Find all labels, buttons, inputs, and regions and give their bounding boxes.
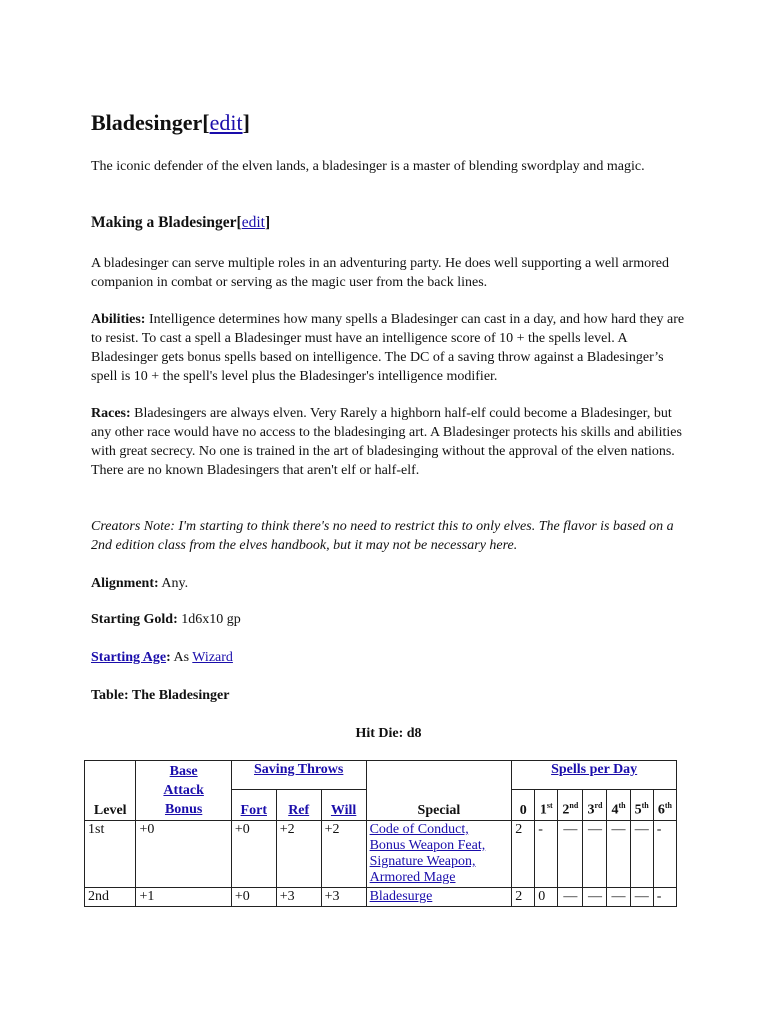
table-row [85, 888, 677, 907]
header-will [321, 789, 366, 820]
cell-bab: +0 [136, 821, 231, 888]
fort-link[interactable]: Fort [240, 803, 267, 818]
section-heading-making: Making a Bladesinger[edit] [91, 214, 271, 231]
table-row [85, 821, 677, 888]
section-heading-text: Making a Bladesinger [91, 214, 237, 231]
cell-spell-5: — [630, 821, 653, 888]
intro-paragraph: The iconic defender of the elven lands, a bladesinger is a master of blending swordplay and magic. [91, 159, 645, 174]
cell-fort: +0 [231, 821, 276, 888]
role-paragraph: A bladesinger can serve multiple roles in an adventuring party. He does well supporting a well armored companion in combat or serving as the magic user from the back lines. [91, 256, 669, 290]
cell-special [366, 821, 512, 888]
header-spell-3: 3rd [583, 789, 607, 820]
alignment-label: Alignment: [91, 576, 159, 591]
races-label: Races: [91, 406, 131, 421]
header-special: Special [366, 761, 512, 821]
ref-link[interactable]: Ref [288, 803, 310, 818]
creators-note: Creators Note: I'm starting to think there's no need to restrict this to only elves. The flavor is based on a 2nd edition class from the elves handbook, but it may not be necessary here. [91, 519, 674, 553]
cell-level: 2nd [85, 888, 136, 907]
header-spell-4: 4th [607, 789, 630, 820]
starting-age-colon: : [166, 650, 171, 665]
wizard-link[interactable]: Wizard [192, 650, 233, 665]
cell-spell-2: — [558, 888, 583, 907]
alignment-value: Any. [161, 576, 189, 591]
abilities-text: Intelligence determines how many spells a Bladesinger can cast in a day, and how hard they are to resist. To cast a spell a Bladesinger must have an intelligence score of 10 + the spells level. A Bladesinger gets bonus spells based on intelligence. The DC of a saving throw against a Bladesinger’s spell is 10 + the spell's level plus the Bladesinger's intelligence modifier. [91, 312, 685, 384]
table-title [91, 686, 686, 705]
cell-bab: +1 [136, 888, 231, 907]
cell-special [366, 888, 512, 907]
table-header-row-1 [85, 761, 677, 790]
alignment-line [91, 574, 686, 593]
cell-spell-0: 2 [512, 821, 535, 888]
header-spell-6: 6th [653, 789, 676, 820]
cell-spell-3: — [583, 888, 607, 907]
page-title: Bladesinger[edit] [91, 110, 250, 135]
header-ref [276, 789, 321, 820]
cell-spell-4: — [607, 888, 630, 907]
armored-mage-link[interactable]: Armored Mage [369, 870, 456, 885]
cell-level: 1st [85, 821, 136, 888]
header-fort [231, 789, 276, 820]
cell-spell-5: — [630, 888, 653, 907]
abilities-label: Abilities: [91, 312, 146, 327]
saving-throws-link[interactable]: Saving Throws [254, 762, 344, 777]
cell-ref: +3 [276, 888, 321, 907]
bladesinger-table [84, 760, 677, 907]
cell-spell-2: — [558, 821, 583, 888]
header-bab [136, 761, 231, 821]
header-spell-0: 0 [512, 789, 535, 820]
starting-gold-value: 1d6x10 gp [181, 612, 241, 627]
starting-gold-label: Starting Gold: [91, 612, 178, 627]
starting-gold-line [91, 610, 686, 629]
code-of-conduct-link[interactable]: Code of Conduct, [369, 822, 469, 837]
cell-spell-1: - [535, 821, 558, 888]
header-spell-1: 1st [535, 789, 558, 820]
cell-ref: +2 [276, 821, 321, 888]
header-saving-throws [231, 761, 366, 790]
cell-spell-6: - [653, 888, 676, 907]
edit-link-title[interactable]: edit [209, 110, 243, 135]
cell-spell-4: — [607, 821, 630, 888]
starting-age-line [91, 648, 686, 667]
header-bab-link[interactable]: Base Attack Bonus [163, 764, 204, 817]
header-spell-2: 2nd [558, 789, 583, 820]
cell-spell-1: 0 [535, 888, 558, 907]
bladesurge-link[interactable]: Bladesurge [369, 889, 433, 904]
hit-die: Hit Die: d8 [355, 726, 422, 741]
cell-spell-0: 2 [512, 888, 535, 907]
abilities-paragraph [91, 310, 686, 386]
will-link[interactable]: Will [330, 803, 357, 818]
spells-per-day-link[interactable]: Spells per Day [551, 762, 638, 777]
edit-link-making[interactable]: edit [241, 214, 265, 231]
races-text: Bladesingers are always elven. Very Rarely a highborn half-elf could become a Bladesinger, but any other race would have no access to the bladesinging art. A Bladesinger protects his skills and abilities with great secrecy. No one is trained in the art of bladesinging without the approval of the elven nations. There are no known Bladesingers that aren't elf or half-elf. [91, 406, 682, 478]
starting-age-prefix: As [173, 650, 190, 665]
header-level: Level [85, 761, 136, 821]
header-spell-5: 5th [630, 789, 653, 820]
cell-spell-3: — [583, 821, 607, 888]
cell-will: +2 [321, 821, 366, 888]
signature-weapon-link[interactable]: Signature Weapon, [369, 854, 476, 869]
races-paragraph [91, 404, 686, 480]
starting-age-link[interactable]: Starting Age [91, 650, 167, 665]
cell-spell-6: - [653, 821, 676, 888]
header-spells-per-day [512, 761, 677, 790]
page-title-text: Bladesinger [91, 110, 203, 135]
bonus-weapon-feat-link[interactable]: Bonus Weapon Feat, [369, 838, 486, 853]
cell-fort: +0 [231, 888, 276, 907]
table-title-text: Table: The Bladesinger [91, 688, 230, 703]
cell-will: +3 [321, 888, 366, 907]
